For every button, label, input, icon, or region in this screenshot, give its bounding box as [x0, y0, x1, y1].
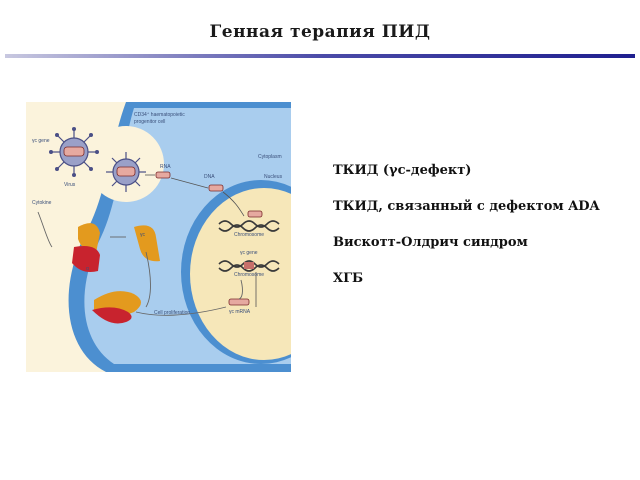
label-cell-proliferation: Cell proliferation: [154, 310, 191, 316]
slide-title: Генная терапия ПИД: [209, 22, 431, 42]
label-rna: RNA: [160, 164, 171, 170]
label-yc-mrna: γc mRNA: [229, 309, 251, 315]
virus-particle-icon: [106, 152, 146, 192]
virus-particle-icon: [49, 127, 99, 177]
label-chromosome-1: Chromosome: [234, 232, 265, 238]
list-item: ХГБ: [333, 271, 364, 286]
label-dna: DNA: [204, 174, 215, 180]
label-cytoplasm: Cytoplasm: [258, 154, 282, 160]
label-cd34: CD34⁺ haematopoietic: [134, 112, 185, 118]
label-yc-gene: γc gene: [32, 138, 50, 144]
list-item: Вискотт-Олдрич синдром: [333, 235, 528, 250]
label-alpha: α: [86, 266, 89, 272]
label-yc: γc: [140, 232, 145, 238]
label-virus: Virus: [64, 182, 76, 188]
gene-therapy-diagram: [26, 102, 291, 372]
list-item: ТКИД (γc-дефект): [333, 163, 472, 178]
label-chromosome-2: Chromosome: [234, 272, 265, 278]
label-nucleus: Nucleus: [264, 174, 283, 180]
list-item: ТКИД, связанный с дефектом ADA: [333, 199, 600, 214]
label-progenitor: progenitor cell: [134, 119, 166, 125]
title-divider: [5, 54, 635, 58]
label-yc-gene-2: γc gene: [240, 250, 258, 256]
disease-list: [333, 162, 633, 306]
label-cytokine: Cytokine: [32, 200, 52, 206]
